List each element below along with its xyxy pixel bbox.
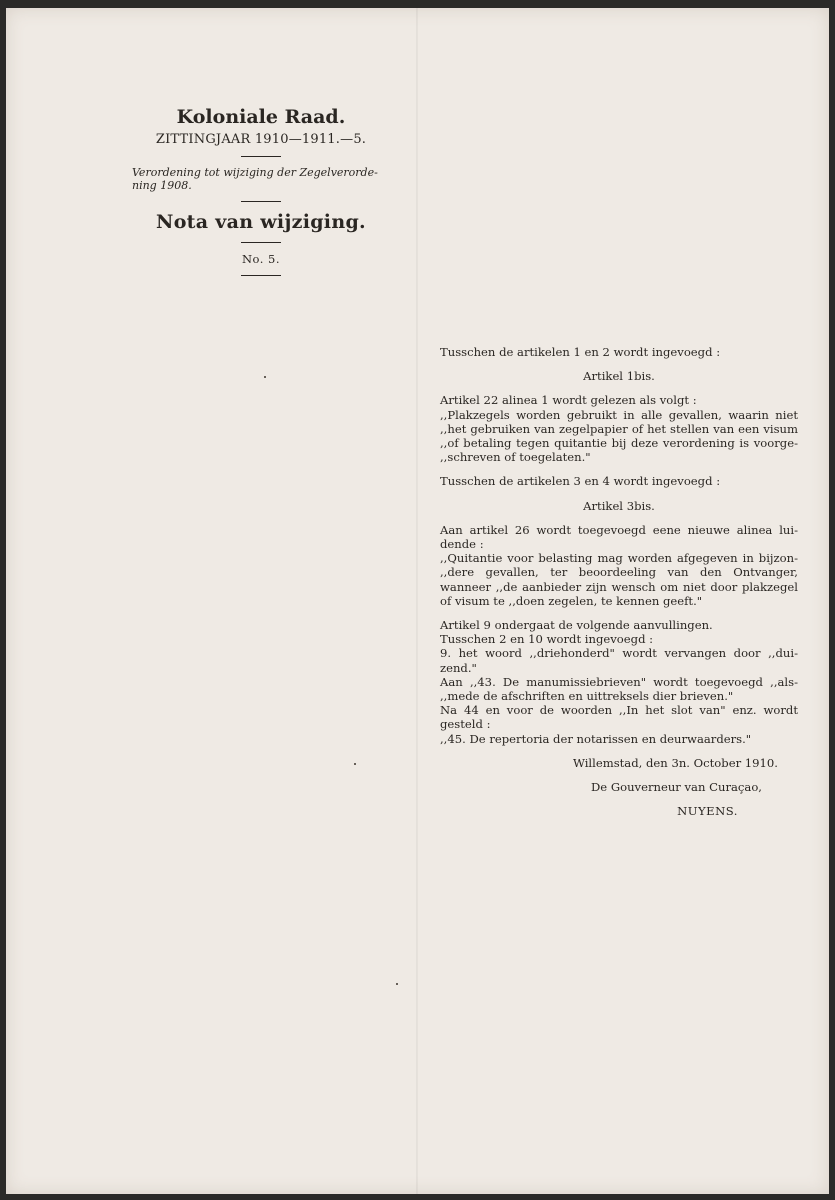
- paragraph: Aan ,,43. De manumissiebrieven" wordt toegevoegd ,,als- ,,mede de afschriften en uittreksels dier brieven.": [440, 674, 798, 704]
- council-title: Koloniale Raad.: [176, 106, 346, 128]
- paragraph: Tusschen de artikelen 1 en 2 wordt ingevoegd :: [440, 345, 721, 359]
- divider: [241, 242, 281, 243]
- document-page: [6, 8, 829, 1194]
- subject-line: Verordening tot wijziging der Zegelverorde- ning 1908.: [132, 166, 378, 192]
- session-year: ZITTINGJAAR 1910—1911.—5.: [155, 132, 367, 147]
- nota-title: Nota van wijziging.: [156, 211, 366, 233]
- page-fold: [416, 8, 418, 1194]
- article-heading: Artikel 1bis.: [583, 369, 655, 384]
- paragraph: Tusschen 2 en 10 wordt ingevoegd :: [440, 632, 654, 647]
- quotation: ,,Quitantie voor belasting mag worden afgegeven in bijzon- ,,dere gevallen, ter beoordeeling van den Ontvanger, wanneer ,,de aanbieder zijn wensch om niet door plakzegel of visum te ,,doen zegelen, te kennen geeft.": [440, 551, 798, 608]
- divider: [241, 201, 281, 202]
- amendment-text: [440, 345, 798, 818]
- divider: [241, 156, 281, 157]
- divider: [241, 275, 281, 276]
- signature-name: NUYENS.: [677, 804, 738, 819]
- paper-speck: [396, 983, 398, 985]
- paragraph: Artikel 22 alinea 1 wordt gelezen als volgt :: [440, 393, 697, 408]
- signature-date: Willemstad, den 3n. October 1910.: [573, 755, 778, 770]
- article-heading: Artikel 3bis.: [583, 498, 655, 513]
- document-number: No. 5.: [241, 252, 281, 266]
- paragraph: 9. het woord ,,driehonderd" wordt vervangen door ,,dui- zend.": [440, 646, 798, 675]
- paragraph: Artikel 9 ondergaat de volgende aanvullingen.: [440, 618, 713, 633]
- quotation: ,,Plakzegels worden gebruikt in alle gevallen, waarin niet ,,het gebruiken van zegelpapier of het stellen van een visum ,,of betaling tegen quitantie bij deze verordening is voorge- ,,schreven of toegelaten.": [440, 407, 798, 465]
- paragraph: Na 44 en voor de woorden ,,In het slot van" enz. wordt gesteld :: [440, 703, 798, 732]
- paper-speck: [264, 376, 266, 378]
- signature-role: De Gouverneur van Curaçao,: [590, 780, 762, 795]
- paper-speck: [354, 763, 356, 765]
- paragraph: Aan artikel 26 wordt toegevoegd eene nieuwe alinea lui- dende :: [440, 522, 798, 552]
- paragraph: Tusschen de artikelen 3 en 4 wordt ingevoegd :: [440, 474, 721, 489]
- paragraph: ,,45. De repertoria der notarissen en deurwaarders.": [440, 731, 752, 746]
- document-header: [126, 106, 396, 285]
